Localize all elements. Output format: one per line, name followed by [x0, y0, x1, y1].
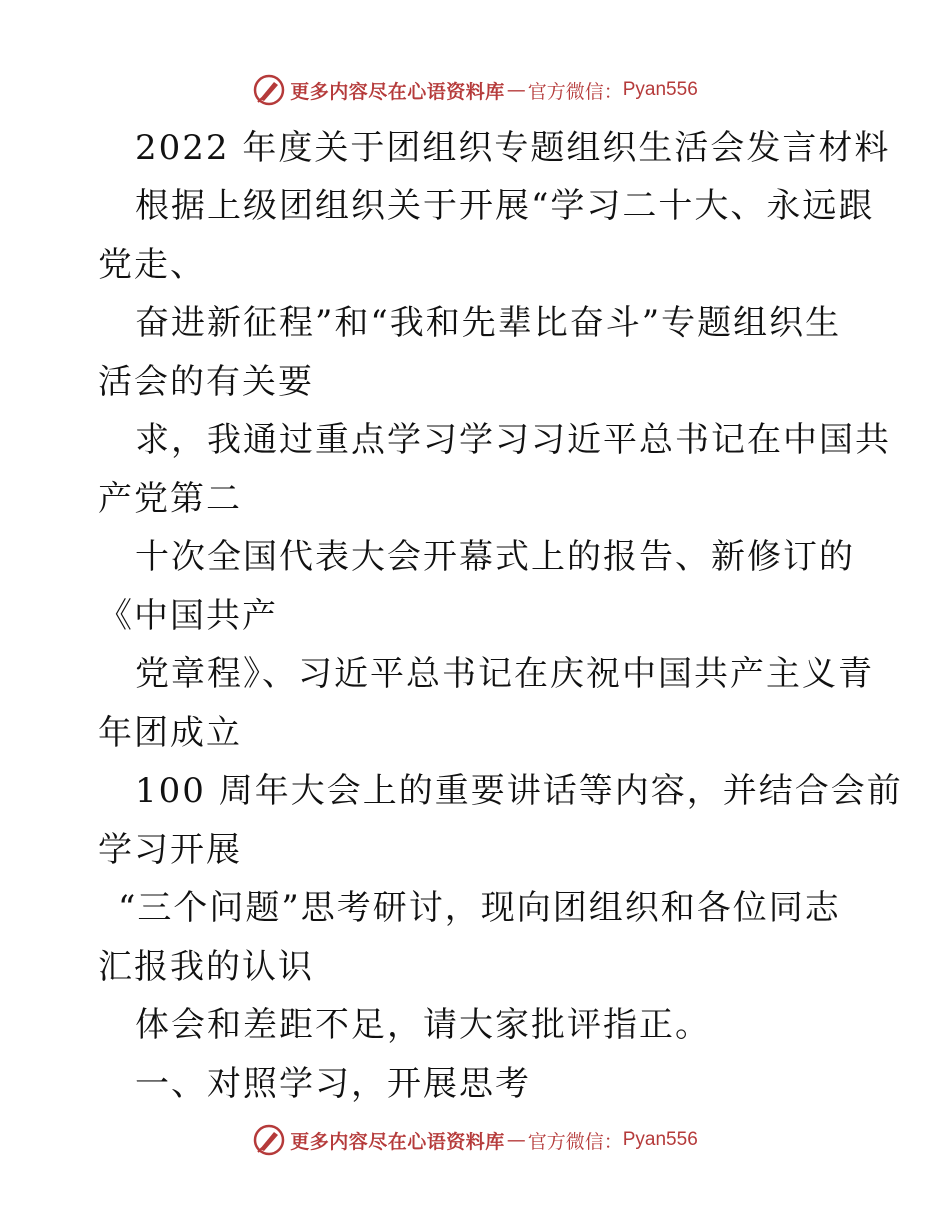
section-heading: 一、对照学习，开展思考	[135, 1064, 531, 1104]
text-line: 十次全国代表大会开幕式上的报告、新修订的	[135, 537, 855, 577]
text-line: 《中国共产	[98, 596, 278, 636]
banner-contact-id: Pyan556	[622, 79, 698, 100]
text-line: 奋进新征程”和“我和先辈比奋斗”专题组织生	[135, 303, 842, 343]
banner-contact-text: 官方微信：	[527, 1130, 623, 1153]
banner-contact-text: 官方微信：	[527, 80, 623, 103]
quill-logo-icon	[252, 1123, 286, 1157]
text-line: 体会和差距不足，请大家批评指正。	[135, 1005, 711, 1045]
text-line: 100 周年大会上的重要讲话等内容，并结合会前	[135, 771, 903, 811]
text-line: 根据上级团组织关于开展“学习二十大、永远跟	[135, 186, 875, 226]
text-line: 求，我通过重点学习学习习近平总书记在中国共	[135, 420, 891, 460]
text-line: 年团成立	[98, 713, 242, 753]
text-line: 学习开展	[98, 830, 242, 870]
document-title: 2022 年度关于团组织专题组织生活会发言材料	[135, 128, 891, 168]
text-line: 活会的有关要	[98, 362, 314, 402]
text-line: 产党第二	[98, 479, 242, 519]
text-line: 党章程》、习近平总书记在庆祝中国共产主义青	[135, 654, 874, 694]
footer-watermark	[0, 1120, 950, 1160]
banner-dash: —	[506, 1129, 526, 1151]
text-line: “三个问题”思考研讨，现向团组织和各位同志	[118, 888, 841, 928]
text-line: 党走、	[98, 245, 206, 285]
banner-brand-text: 更多内容尽在心语资料库	[290, 1130, 505, 1153]
banner-brand-text: 更多内容尽在心语资料库	[290, 80, 505, 103]
text-line: 汇报我的认识	[98, 947, 314, 987]
banner-dash: —	[506, 79, 526, 101]
banner-contact-id: Pyan556	[622, 1129, 698, 1150]
